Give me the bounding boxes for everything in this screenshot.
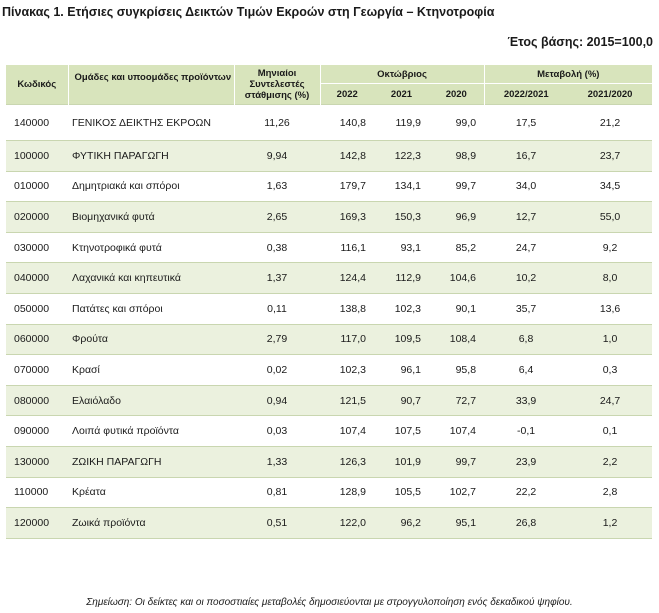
cell-name: ΖΩΙΚΗ ΠΑΡΑΓΩΓΗ — [68, 446, 234, 477]
cell-weight: 2,65 — [234, 202, 320, 233]
cell-weight: 11,26 — [234, 105, 320, 141]
cell-weight: 1,33 — [234, 446, 320, 477]
cell-ch1: 10,2 — [484, 263, 568, 294]
cell-v2021: 96,2 — [374, 508, 429, 539]
header-weights: Μηνιαίοι Συντελεστές στάθμισης (%) — [234, 65, 320, 105]
cell-code: 020000 — [6, 202, 68, 233]
cell-v2020: 72,7 — [429, 385, 484, 416]
header-change-2022-2021: 2022/2021 — [484, 84, 568, 105]
cell-v2022: 124,4 — [320, 263, 374, 294]
cell-weight: 0,38 — [234, 232, 320, 263]
cell-ch1: 16,7 — [484, 141, 568, 172]
cell-ch2: 1,2 — [568, 508, 652, 539]
header-october: Οκτώβριος — [320, 65, 484, 84]
cell-ch1: 12,7 — [484, 202, 568, 233]
header-2022: 2022 — [320, 84, 374, 105]
cell-ch1: 23,9 — [484, 446, 568, 477]
cell-ch2: 13,6 — [568, 293, 652, 324]
cell-code: 060000 — [6, 324, 68, 355]
cell-v2022: 142,8 — [320, 141, 374, 172]
cell-weight: 2,79 — [234, 324, 320, 355]
cell-v2020: 102,7 — [429, 477, 484, 508]
cell-v2020: 104,6 — [429, 263, 484, 294]
cell-v2020: 98,9 — [429, 141, 484, 172]
cell-v2020: 108,4 — [429, 324, 484, 355]
table-row — [6, 355, 652, 386]
cell-ch2: 34,5 — [568, 171, 652, 202]
cell-v2022: 128,9 — [320, 477, 374, 508]
header-change: Μεταβολή (%) — [484, 65, 652, 84]
header-code: Κωδικός — [6, 65, 68, 105]
header-change-2021-2020: 2021/2020 — [568, 84, 652, 105]
cell-v2020: 107,4 — [429, 416, 484, 447]
cell-name: Λαχανικά και κηπευτικά — [68, 263, 234, 294]
cell-code: 090000 — [6, 416, 68, 447]
cell-v2020: 85,2 — [429, 232, 484, 263]
cell-v2021: 101,9 — [374, 446, 429, 477]
base-year-label: Έτος βάσης: 2015=100,0 — [507, 35, 653, 49]
cell-code: 100000 — [6, 141, 68, 172]
cell-ch2: 21,2 — [568, 105, 652, 141]
cell-code: 120000 — [6, 508, 68, 539]
cell-ch2: 9,2 — [568, 232, 652, 263]
cell-v2022: 122,0 — [320, 508, 374, 539]
table-row — [6, 446, 652, 477]
cell-code: 030000 — [6, 232, 68, 263]
cell-v2022: 116,1 — [320, 232, 374, 263]
cell-name: Φρούτα — [68, 324, 234, 355]
cell-weight: 1,37 — [234, 263, 320, 294]
cell-code: 070000 — [6, 355, 68, 386]
cell-v2021: 96,1 — [374, 355, 429, 386]
table-title: Πίνακας 1. Ετήσιες συγκρίσεις Δεικτών Τιμών Εκροών στη Γεωργία – Κτηνοτροφία — [2, 5, 495, 19]
table-row — [6, 263, 652, 294]
cell-v2020: 96,9 — [429, 202, 484, 233]
cell-code: 140000 — [6, 105, 68, 141]
cell-ch2: 0,1 — [568, 416, 652, 447]
cell-weight: 0,94 — [234, 385, 320, 416]
cell-ch1: 35,7 — [484, 293, 568, 324]
cell-name: Βιομηχανικά φυτά — [68, 202, 234, 233]
header-2021: 2021 — [374, 84, 429, 105]
cell-v2021: 122,3 — [374, 141, 429, 172]
cell-weight: 1,63 — [234, 171, 320, 202]
cell-ch2: 24,7 — [568, 385, 652, 416]
cell-v2020: 95,8 — [429, 355, 484, 386]
cell-weight: 0,02 — [234, 355, 320, 386]
cell-code: 050000 — [6, 293, 68, 324]
table-row — [6, 293, 652, 324]
cell-name: ΦΥΤΙΚΗ ΠΑΡΑΓΩΓΗ — [68, 141, 234, 172]
cell-v2021: 90,7 — [374, 385, 429, 416]
table-row — [6, 477, 652, 508]
cell-weight: 0,03 — [234, 416, 320, 447]
table-row — [6, 508, 652, 539]
cell-v2020: 99,7 — [429, 446, 484, 477]
cell-ch1: 34,0 — [484, 171, 568, 202]
cell-ch1: 22,2 — [484, 477, 568, 508]
cell-v2022: 121,5 — [320, 385, 374, 416]
cell-weight: 9,94 — [234, 141, 320, 172]
cell-v2021: 150,3 — [374, 202, 429, 233]
cell-name: Δημητριακά και σπόροι — [68, 171, 234, 202]
table-row — [6, 324, 652, 355]
cell-code: 110000 — [6, 477, 68, 508]
cell-code: 010000 — [6, 171, 68, 202]
cell-v2021: 105,5 — [374, 477, 429, 508]
cell-v2021: 112,9 — [374, 263, 429, 294]
cell-v2020: 99,7 — [429, 171, 484, 202]
table-row — [6, 232, 652, 263]
cell-name: Κρέατα — [68, 477, 234, 508]
cell-name: ΓΕΝΙΚΟΣ ΔΕΙΚΤΗΣ ΕΚΡΟΩΝ — [68, 105, 234, 141]
footnote: Σημείωση: Οι δείκτες και οι ποσοστιαίες μεταβολές δημοσιεύονται με στρογγυλοποίηση ενός δεκαδικού ψηφίου. — [86, 597, 573, 608]
cell-name: Ελαιόλαδο — [68, 385, 234, 416]
cell-weight: 0,11 — [234, 293, 320, 324]
table-row — [6, 171, 652, 202]
cell-v2022: 102,3 — [320, 355, 374, 386]
cell-ch1: 6,4 — [484, 355, 568, 386]
cell-name: Κτηνοτροφικά φυτά — [68, 232, 234, 263]
cell-code: 080000 — [6, 385, 68, 416]
table-row — [6, 105, 652, 141]
cell-v2020: 95,1 — [429, 508, 484, 539]
cell-v2022: 126,3 — [320, 446, 374, 477]
cell-ch2: 2,2 — [568, 446, 652, 477]
cell-v2022: 179,7 — [320, 171, 374, 202]
table-row — [6, 202, 652, 233]
cell-ch1: 24,7 — [484, 232, 568, 263]
cell-code: 130000 — [6, 446, 68, 477]
cell-v2021: 109,5 — [374, 324, 429, 355]
cell-ch1: 17,5 — [484, 105, 568, 141]
cell-v2022: 140,8 — [320, 105, 374, 141]
cell-v2020: 90,1 — [429, 293, 484, 324]
header-2020: 2020 — [429, 84, 484, 105]
cell-weight: 0,51 — [234, 508, 320, 539]
cell-v2020: 99,0 — [429, 105, 484, 141]
table-row — [6, 141, 652, 172]
cell-ch2: 0,3 — [568, 355, 652, 386]
cell-v2021: 119,9 — [374, 105, 429, 141]
cell-v2021: 93,1 — [374, 232, 429, 263]
cell-ch1: 26,8 — [484, 508, 568, 539]
cell-v2021: 107,5 — [374, 416, 429, 447]
cell-name: Πατάτες και σπόροι — [68, 293, 234, 324]
cell-code: 040000 — [6, 263, 68, 294]
header-groups: Ομάδες και υποομάδες προϊόντων — [68, 65, 234, 105]
cell-ch1: 6,8 — [484, 324, 568, 355]
cell-ch2: 1,0 — [568, 324, 652, 355]
cell-v2021: 102,3 — [374, 293, 429, 324]
cell-ch2: 2,8 — [568, 477, 652, 508]
cell-v2021: 134,1 — [374, 171, 429, 202]
cell-v2022: 117,0 — [320, 324, 374, 355]
cell-name: Κρασί — [68, 355, 234, 386]
cell-ch2: 8,0 — [568, 263, 652, 294]
cell-v2022: 107,4 — [320, 416, 374, 447]
cell-ch1: -0,1 — [484, 416, 568, 447]
table-row — [6, 416, 652, 447]
cell-ch1: 33,9 — [484, 385, 568, 416]
cell-v2022: 169,3 — [320, 202, 374, 233]
price-index-table — [6, 65, 652, 539]
cell-ch2: 55,0 — [568, 202, 652, 233]
cell-v2022: 138,8 — [320, 293, 374, 324]
cell-weight: 0,81 — [234, 477, 320, 508]
cell-ch2: 23,7 — [568, 141, 652, 172]
table-row — [6, 385, 652, 416]
cell-name: Λοιπά φυτικά προϊόντα — [68, 416, 234, 447]
cell-name: Ζωικά προϊόντα — [68, 508, 234, 539]
